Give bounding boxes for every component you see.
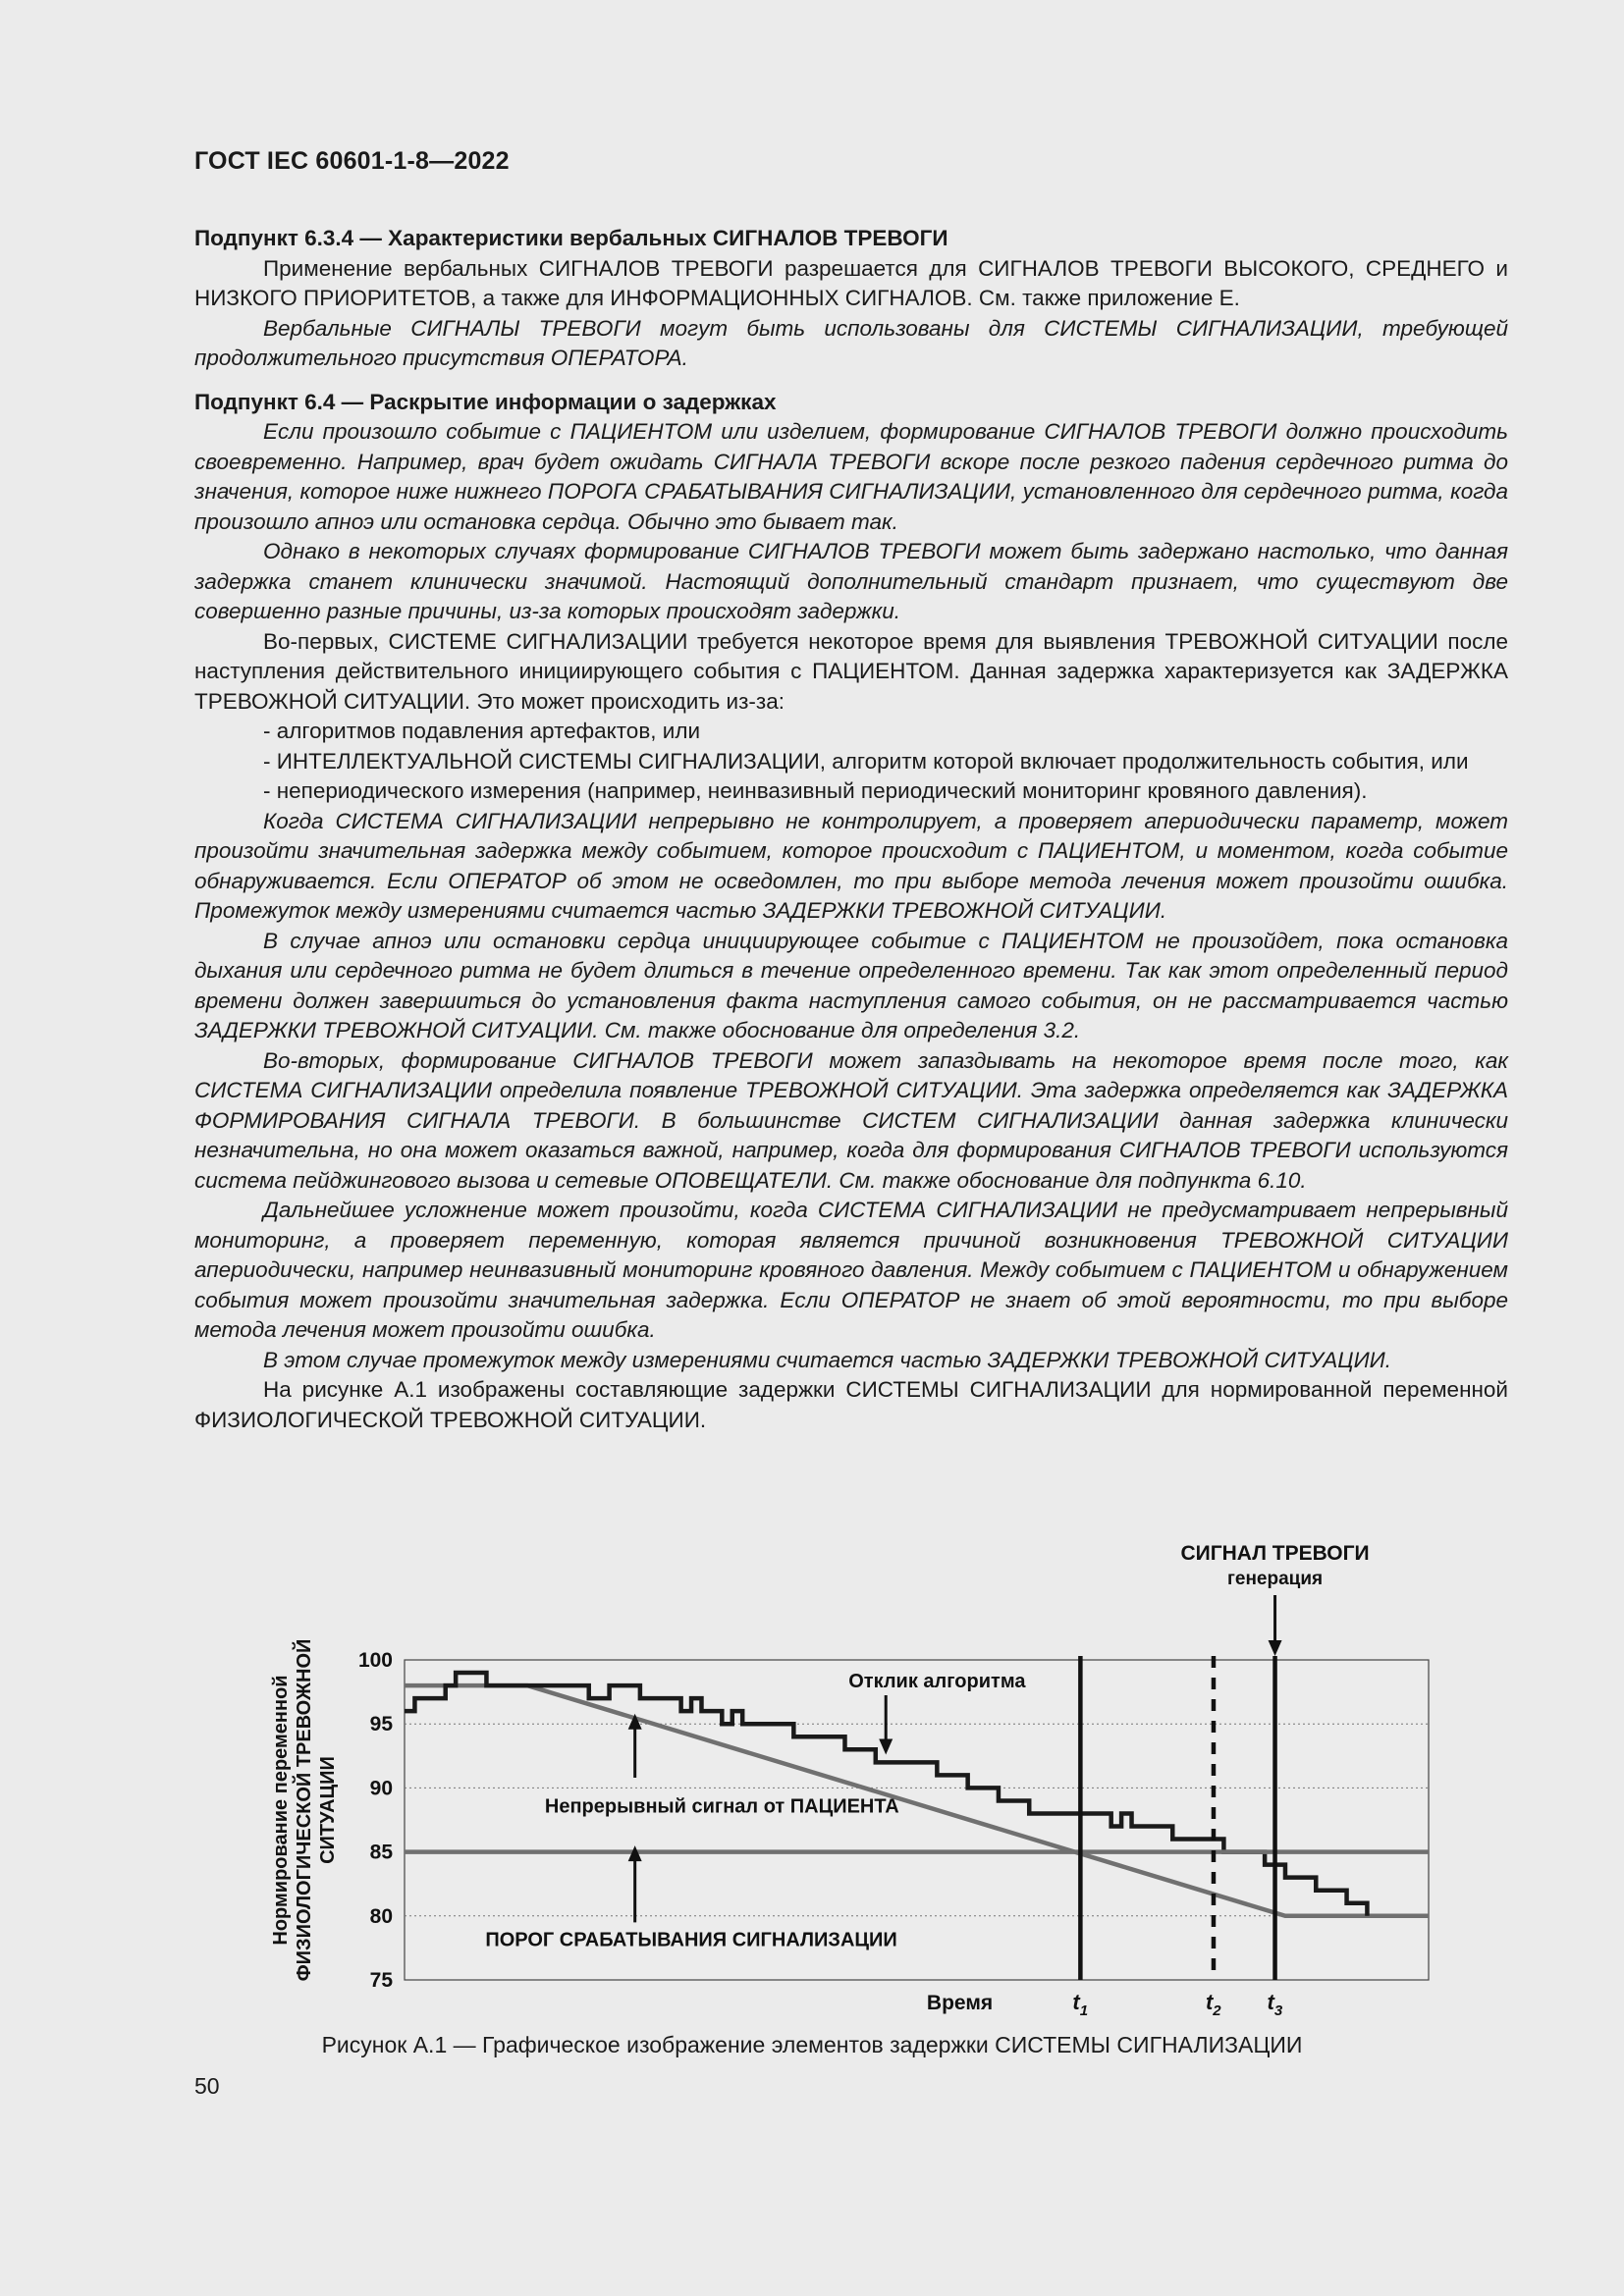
algorithm-response-label: Отклик алгоритма [848,1671,1026,1692]
list-item: - алгоритмов подавления артефактов, или [263,719,701,743]
subsection-heading: Подпункт 6.4 — Раскрытие информации о задержках [194,389,777,414]
page-number: 50 [194,2073,220,2099]
y-tick-label: 85 [369,1841,393,1864]
generation-label: генерация [1226,1569,1324,1589]
paragraph: На рисунке А.1 изображены составляющие задержки СИСТЕМЫ СИГНАЛИЗАЦИИ для нормированной переменной ФИЗИОЛОГИЧЕСКОЙ ТРЕВОЖНОЙ СИТУАЦИИ. [194,1377,1508,1432]
document-header: ГОСТ IEC 60601-1-8—2022 [194,147,510,175]
list-item: - ИНТЕЛЛЕКТУАЛЬНОЙ СИСТЕМЫ СИГНАЛИЗАЦИИ, алгоритм которой включает продолжительность события, или [263,748,1469,774]
time-marker-label: $t_1$ [1072,1990,1089,2019]
generation-arrow-head [1269,1640,1282,1656]
time-marker-label: $t_2$ [1205,1990,1221,2019]
time-marker-label: $t_3$ [1267,1990,1283,2019]
x-axis-label: Время [926,1992,994,2014]
paragraph: Во-первых, СИСТЕМЕ СИГНАЛИЗАЦИИ требуется некоторое время для выявления ТРЕВОЖНОЙ СИТУАЦИИ после наступления действительного инициирующего события с ПАЦИЕНТОМ. Данная задержка характеризуется как ЗАДЕРЖКА ТРЕВОЖНОЙ СИТУАЦИИ. Это может происходить из-за: [194,628,1508,714]
y-axis-label: Нормирование переменной [270,1675,292,1946]
y-axis-label: ФИЗИОЛОГИЧЕСКОЙ ТРЕВОЖНОЙ [294,1638,315,1982]
paragraph: В этом случае промежуток между измерениями считается частью ЗАДЕРЖКИ ТРЕВОЖНОЙ СИТУАЦИИ. [263,1347,1392,1372]
y-tick-label: 80 [369,1904,393,1928]
y-tick-label: 95 [369,1713,393,1736]
y-tick-label: 75 [369,1969,393,1992]
delay-chart [255,1536,1492,2027]
continuous-signal-label: Непрерывный сигнал от ПАЦИЕНТА [544,1795,899,1818]
paragraph: Когда СИСТЕМА СИГНАЛИЗАЦИИ непрерывно не контролирует, а проверяет апериодически параметр, может произойти значительная задержка между событием, которое происходит с ПАЦИЕНТОМ, и моментом, когда событие обнаруживается. Если ОПЕРАТОР об этом не осведомлен, то при выборе метода лечения может произойти ошибка. Промежуток между измерениями считается частью ЗАДЕРЖКИ ТРЕВОЖНОЙ СИТУАЦИИ. [194,808,1508,923]
subsection-heading: Подпункт 6.3.4 — Характеристики вербальных СИГНАЛОВ ТРЕВОГИ [194,226,948,250]
threshold-label: ПОРОГ СРАБАТЫВАНИЯ СИГНАЛИЗАЦИИ [485,1929,897,1951]
figure-a1 [255,1536,1492,2027]
y-tick-label: 100 [357,1649,393,1672]
alarm-signal-label: СИГНАЛ ТРЕВОГИ [1180,1542,1370,1565]
paragraph: В случае апноэ или остановки сердца инициирующее событие с ПАЦИЕНТОМ не произойдет, пока остановка дыхания или сердечного ритма не будет длиться в течение определенного времени. Так как этот определенный период времени должен завершиться до установления факта наступления самого события, он не рассматривается частью ЗАДЕРЖКИ ТРЕВОЖНОЙ СИТУАЦИИ. См. также обоснование для определения 3.2. [194,928,1508,1042]
paragraph: Во-вторых, формирование СИГНАЛОВ ТРЕВОГИ может запаздывать на некоторое время после того, как СИСТЕМА СИГНАЛИЗАЦИИ определила появление ТРЕВОЖНОЙ СИТУАЦИИ. Эта задержка определяется как ЗАДЕРЖКА ФОРМИРОВАНИЯ СИГНАЛА ТРЕВОГИ. В большинстве СИСТЕМ СИГНАЛИЗАЦИИ данная задержка клинически незначительна, но она может оказаться важной, например, когда для формирования СИГНАЛОВ ТРЕВОГИ используются система пейджингового вызова и сетевые ОПОВЕЩАТЕЛИ. См. также обоснование для подпункта 6.10. [194,1047,1508,1193]
paragraph: Если произошло событие с ПАЦИЕНТОМ или изделием, формирование СИГНАЛОВ ТРЕВОГИ должно происходить своевременно. Например, врач будет ожидать СИГНАЛА ТРЕВОГИ вскоре после резкого падения сердечного ритма до значения, которое ниже нижнего ПОРОГА СРАБАТЫВАНИЯ СИГНАЛИЗАЦИИ, установленного для сердечного ритма, когда произошло апноэ или остановка сердца. Обычно это бывает так. [194,419,1508,534]
paragraph: Дальнейшее усложнение может произойти, когда СИСТЕМА СИГНАЛИЗАЦИИ не предусматривает непрерывный мониторинг, а проверяет переменную, которая является причиной возникновения ТРЕВОЖНОЙ СИТУАЦИИ апериодически, например неинвазивный мониторинг кровяного давления. Между событием с ПАЦИЕНТОМ и обнаружением события может произойти значительная задержка. Если ОПЕРАТОР не знает об этой вероятности, то при выборе метода лечения может произойти ошибка. [194,1198,1508,1342]
paragraph: Однако в некоторых случаях формирование СИГНАЛОВ ТРЕВОГИ может быть задержано настолько, что данная задержка станет клинически значимой. Настоящий дополнительный стандарт признает, что существуют две совершенно разные причины, из-за которых происходят задержки. [194,539,1508,623]
figure-caption: Рисунок А.1 — Графическое изображение элементов задержки СИСТЕМЫ СИГНАЛИЗАЦИИ [321,2032,1303,2057]
paragraph: Вербальные СИГНАЛЫ ТРЕВОГИ могут быть использованы для СИСТЕМЫ СИГНАЛИЗАЦИИ, требующей продолжительного присутствия ОПЕРАТОРА. [194,315,1508,370]
list-item: - непериодического измерения (например, неинвазивный периодический мониторинг кровяного давления). [263,778,1368,803]
paragraph: Применение вербальных СИГНАЛОВ ТРЕВОГИ разрешается для СИГНАЛОВ ТРЕВОГИ ВЫСОКОГО, СРЕДНЕГО и НИЗКОГО ПРИОРИТЕТОВ, а также для ИНФОРМАЦИОННЫХ СИГНАЛОВ. См. также приложение Е. [194,255,1508,310]
y-tick-label: 90 [369,1777,393,1800]
y-axis-label: СИТУАЦИИ [317,1756,339,1864]
document-body [194,224,1508,1435]
